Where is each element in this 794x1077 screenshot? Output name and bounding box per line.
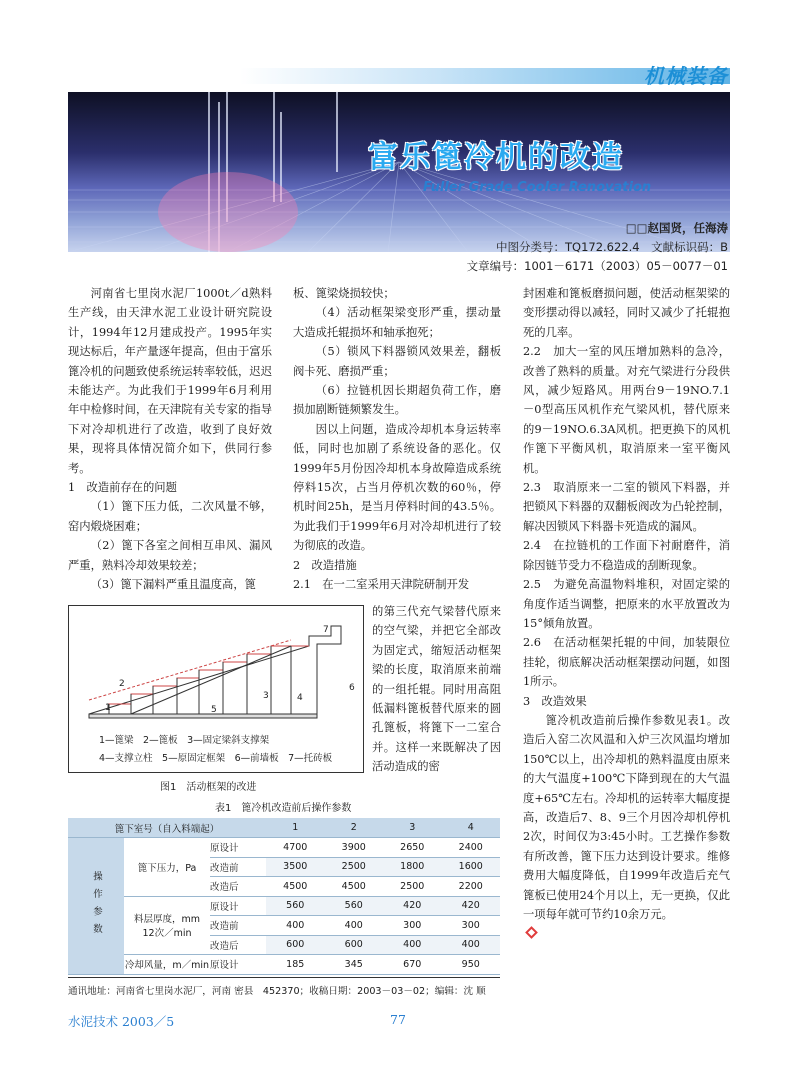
table-side-label: 操作参数	[68, 838, 124, 975]
paragraph: 因以上问题，造成冷却机本身运转率低，同时也加剧了系统设备的恶化。仅1999年5月份因冷却机本身故障造成系统停料15次，占当月停机次数的60％，停机时间25h，是当月停料时间的43.5％。为此我们于1999年6月对冷却机进行了较为彻底的改造。	[293, 422, 501, 553]
journal-footer: 水泥技术 2003／5	[68, 1014, 175, 1029]
paragraph: 2.6 在活动框架托辊的中间，加装限位挂轮，彻底解决活动框架摆动问题，如图1所示。	[523, 636, 730, 689]
paragraph: （3）篦下漏料严重且温度高，篦	[90, 578, 256, 592]
table-group-label: 篦下压力，Pa	[124, 838, 210, 897]
table-cell: 400	[442, 935, 501, 955]
figure-label: 4	[297, 693, 303, 703]
table-row-label: 原设计	[210, 955, 266, 975]
table-row-label: 原设计	[210, 838, 266, 858]
table-cell: 600	[325, 935, 384, 955]
table-row	[68, 955, 500, 975]
figure-label: 2	[119, 679, 125, 689]
paragraph: 板、篦梁烧损较快；	[293, 287, 395, 300]
table-cell: 300	[442, 916, 501, 936]
table-group-label: 料层厚度，mm 12次／min	[124, 896, 210, 955]
table-cell: 3500	[266, 857, 325, 877]
frame-diagram	[69, 606, 363, 772]
figure-label: 7	[323, 625, 329, 635]
body-column-2	[293, 284, 501, 595]
table-row-label: 原设计	[210, 896, 266, 916]
table-row-label: 改造前	[210, 857, 266, 877]
figure-label: 5	[211, 705, 217, 715]
table-cell: 420	[383, 896, 442, 916]
paragraph: （6）拉链机因长期超负荷工作，磨损加剧断链频繁发生。	[293, 384, 501, 417]
paragraph: （5）锁风下料器锁风效果差，翻板阀卡死、磨损严重；	[293, 345, 501, 378]
table-cell: 560	[266, 896, 325, 916]
table-cell: 2500	[325, 857, 384, 877]
section-heading: 3 改造效果	[523, 694, 587, 708]
paragraph: （4）活动框架梁变形严重，摆动量大造成托辊损坏和轴承抱死；	[293, 306, 501, 339]
paragraph: 2.2 加大一室的风压增加熟料的急冷，改善了熟料的质量。对充气梁进行分段供风，减少短路风。用两台9－19NO.7.1－0型高压风机作充气梁风机，替代原来的9－19NO.6.3A风机。把更换下的风机作篦下平衡风机，取消原来一室平衡风机。	[523, 345, 730, 475]
table-cell: 345	[325, 955, 384, 975]
paragraph: 2.1 在一二室采用天津院研制开发	[293, 578, 470, 592]
authors: □□赵国贤，任海涛	[625, 221, 728, 235]
table-row	[68, 838, 500, 858]
table-header-cell: 2	[325, 818, 384, 838]
table-cell: 300	[383, 916, 442, 936]
table-cell: 4700	[266, 838, 325, 858]
page-number: 77	[390, 1012, 406, 1027]
table-caption: 表1 篦冷机改造前后操作参数	[215, 803, 352, 814]
table-cell: 2400	[442, 838, 501, 858]
paragraph: 2.3 取消原来一二室的锁风下料器，并把锁风下料器的双翻板阀改为凸轮控制，解决因锁风下料器卡死造成的漏风。	[523, 481, 730, 533]
paragraph: 封困难和篦板磨损问题，使活动框架梁的变形摆动得以减轻，同时又减少了托辊抱死的几率。	[523, 287, 730, 339]
table-cell: 400	[383, 935, 442, 955]
table-cell: 2650	[383, 838, 442, 858]
table-cell: 185	[266, 955, 325, 975]
figure-1	[68, 605, 364, 773]
table-cell: 670	[383, 955, 442, 975]
paragraph: 河南省七里岗水泥厂1000t／d熟料生产线，由天津水泥工业设计研究院设计，1994年12月建成投产。1995年实现达标后，年产量逐年提高，但由于富乐篦冷机的问题致使系统运转率较低，迟迟未能达产。为此我们于1999年6月利用年中检修时间，在天津院有关专家的指导下对冷却机进行了改造，收到了良好效果，现将具体情况简介如下，供同行参考。	[68, 287, 272, 475]
footnote-divider	[68, 977, 500, 978]
body-column-1	[68, 284, 272, 595]
table-header-row	[68, 818, 500, 838]
body-column-3	[523, 284, 730, 944]
classification: 中图分类号：TQ172.622.4 文献标识码：B	[496, 240, 728, 254]
table-cell: 4500	[325, 877, 384, 897]
table-group-label: 冷却风量，m／min	[124, 955, 210, 975]
table-cell: 950	[442, 955, 501, 975]
figure-caption: 图1 活动框架的改进	[160, 782, 257, 793]
body-column-2-continued	[372, 602, 501, 777]
table-row-label: 改造后	[210, 877, 266, 897]
table-cell: 400	[266, 916, 325, 936]
parameters-table	[68, 818, 500, 975]
article-subtitle: Fuller Grade Cooler Renovation	[423, 180, 652, 195]
article-number: 文章编号：1001－6171（2003）05－0077－01	[466, 259, 728, 273]
paragraph: 2.5 为避免高温物料堆积，对固定梁的角度作适当调整，把原来的水平放置改为15°倾角放置。	[523, 578, 730, 630]
table-cell: 3900	[325, 838, 384, 858]
article-title: 富乐篦冷机的改造	[368, 140, 624, 175]
table-cell: 1600	[442, 857, 501, 877]
table-header-cell: 1	[266, 818, 325, 838]
paragraph: 篦冷机改造前后操作参数见表1。改造后入窑二次风温和入炉三次风温均增加150℃以上，出冷却机的熟料温度由原来的大气温度+100℃下降到现在的大气温度+65℃左右。冷却机的运转率大幅度提高，改造后7、8、9三个月因冷却机停机2次，时间仅为3:45小时。工艺操作参数有所改善，篦下压力达到设计要求。维修费用大幅度降低，自1999年改造后充气篦板已使用24个月以上，无一更换，仅此一项每年就可节约10余万元。	[523, 713, 730, 921]
table-cell: 420	[442, 896, 501, 916]
table-header-cell: 篦下室号（自入料端起）	[68, 818, 266, 838]
table-cell: 2500	[383, 877, 442, 897]
table-cell: 2200	[442, 877, 501, 897]
section-heading: 1 改造前存在的问题	[68, 481, 177, 495]
section-heading: 2 改造措施	[293, 558, 357, 572]
figure-label: 1	[105, 703, 111, 713]
table-header-cell: 3	[383, 818, 442, 838]
section-tag: 机械装备	[644, 64, 728, 88]
paragraph: （2）篦下各室之间相互串风、漏风严重，熟料冷却效果较差；	[68, 539, 272, 572]
paragraph: （1）篦下压力低，二次风量不够，窑内煅烧困难；	[68, 500, 272, 533]
paragraph: 的第三代充气梁替代原来的空气梁，并把它全部改为固定式，缩短活动框架梁的长度，取消原来前端的一组托辊。同时用高阻低漏料篦板替代原来的圆孔篦板，将篦下一二室合并。这样一来既解决了因活动造成的密	[372, 605, 501, 774]
table-row-label: 改造后	[210, 935, 266, 955]
figure-legend: 1—篦梁 2—篦板 3—固定梁斜支撑架	[99, 735, 270, 746]
paragraph: 2.4 在拉链机的工作面下衬耐磨件，消除因链节受力不稳造成的刮断现象。	[523, 539, 730, 572]
table-row-label: 改造前	[210, 916, 266, 936]
footnote: 通讯地址：河南省七里岗水泥厂，河南 密县 452370；收稿日期：2003－03－02；编辑：沈 顺	[68, 986, 486, 997]
end-mark-icon	[525, 927, 538, 940]
table-cell: 560	[325, 896, 384, 916]
table-cell: 400	[325, 916, 384, 936]
figure-label: 3	[263, 691, 269, 701]
table-row	[68, 896, 500, 916]
table-cell: 4500	[266, 877, 325, 897]
figure-label: 6	[349, 683, 355, 693]
table-cell: 1800	[383, 857, 442, 877]
table-header-cell: 4	[442, 818, 501, 838]
figure-legend: 4—支撑立柱 5—原固定框架 6—前墙板 7—托砖板	[99, 753, 333, 764]
table-cell: 600	[266, 935, 325, 955]
